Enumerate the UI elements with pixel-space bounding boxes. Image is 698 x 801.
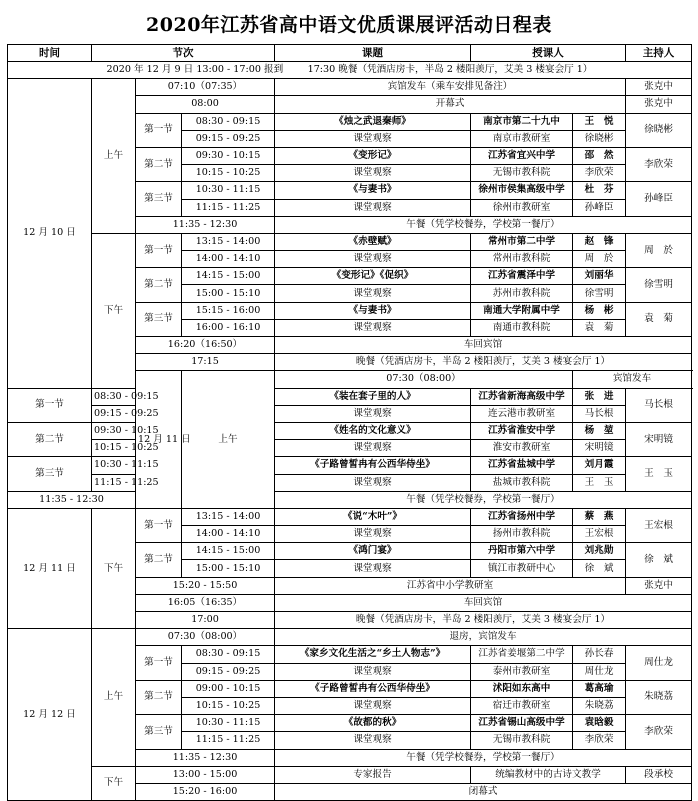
- half-pm: 下午: [92, 233, 136, 388]
- institution-cell: 镇江市教研中心: [471, 560, 573, 577]
- time-cell: 09:15 - 09:25: [92, 405, 136, 422]
- host-cell: 李欣荣: [626, 715, 692, 749]
- observation-cell: 课堂观察: [275, 251, 471, 268]
- observer-cell: 李欣荣: [573, 732, 626, 749]
- teacher-cell: 赵 锋: [573, 233, 626, 250]
- school-cell: 江苏省新海高级中学: [471, 388, 573, 405]
- time-cell: 11:35 - 12:30: [8, 491, 136, 508]
- session-label: 第三节: [136, 715, 182, 749]
- host-cell: 段承校: [626, 766, 692, 783]
- observer-cell: 王宏根: [573, 526, 626, 543]
- session-label: 第二节: [136, 680, 182, 714]
- institution-cell: 苏州市教科院: [471, 285, 573, 302]
- time-cell: 15:15 - 16:00: [182, 302, 275, 319]
- day-dec11-am: 12 月 11 日: [136, 371, 182, 509]
- observer-cell: 朱晓荔: [573, 697, 626, 714]
- lesson-title: 《烛之武退秦师》: [275, 113, 471, 130]
- observer-cell: 徐 斌: [573, 560, 626, 577]
- teacher-cell: 杜 芬: [573, 182, 626, 199]
- observation-cell: 课堂观察: [275, 130, 471, 147]
- col-teacher: 授课人: [471, 45, 626, 62]
- time-cell: 15:20 - 15:50: [136, 577, 275, 594]
- observation-cell: 课堂观察: [275, 560, 471, 577]
- lesson-title: 《与妻书》: [275, 182, 471, 199]
- time-cell: 13:15 - 14:00: [182, 233, 275, 250]
- institution-cell: 徐州市教研室: [471, 199, 573, 216]
- school-cell: 江苏省锡山高级中学: [471, 715, 573, 732]
- day-dec11-pm: 12 月 11 日: [8, 508, 92, 628]
- school-cell: 丹阳市第六中学: [471, 543, 573, 560]
- school-cell: 南京市第二十九中: [471, 113, 573, 130]
- time-cell: 11:35 - 12:30: [136, 216, 275, 233]
- event-cell: 车回宾馆: [275, 594, 692, 611]
- time-cell: 07:10（07:35）: [136, 79, 275, 96]
- session-label: 第二节: [136, 268, 182, 302]
- lesson-title: 《子路曾皙冉有公西华侍坐》: [275, 680, 471, 697]
- institution-cell: 宿迁市教研室: [471, 697, 573, 714]
- lesson-title: 《赤壁赋》: [275, 233, 471, 250]
- time-cell: 17:00: [136, 612, 275, 629]
- session-label: 第二节: [136, 543, 182, 577]
- host-cell: 徐晓彬: [626, 113, 692, 147]
- institution-cell: 南通市教科院: [471, 319, 573, 336]
- host-cell: 周仕龙: [626, 646, 692, 680]
- school-cell: 江苏省盐城中学: [471, 457, 573, 474]
- observer-cell: 周 於: [573, 251, 626, 268]
- observation-cell: 课堂观察: [275, 319, 471, 336]
- time-cell: 17:15: [136, 354, 275, 371]
- half-pm: 下午: [92, 766, 136, 800]
- time-cell: 16:00 - 16:10: [182, 319, 275, 336]
- observation-cell: 课堂观察: [275, 663, 471, 680]
- host-cell: 周 於: [626, 233, 692, 267]
- host-cell: 张克中: [626, 96, 692, 113]
- observation-cell: 课堂观察: [275, 732, 471, 749]
- host-cell: 朱晓荔: [626, 680, 692, 714]
- event-cell: 开幕式: [275, 96, 626, 113]
- observer-cell: 马长根: [573, 405, 626, 422]
- observer-cell: 周仕龙: [573, 663, 626, 680]
- page-title: 2020年江苏省高中语文优质课展评活动日程表: [146, 14, 552, 36]
- time-cell: 14:15 - 15:00: [182, 268, 275, 285]
- time-cell: 14:15 - 15:00: [182, 543, 275, 560]
- header-row: [8, 45, 692, 62]
- observer-cell: 徐晓彬: [573, 130, 626, 147]
- observer-cell: 宋明镜: [573, 440, 626, 457]
- session-label: 第一节: [8, 388, 92, 422]
- time-cell: 13:00 - 15:00: [136, 766, 275, 783]
- time-cell: 16:05（16:35）: [136, 594, 275, 611]
- host-cell: 马长根: [626, 388, 692, 422]
- lesson-title: 《家乡文化生活之“乡土人物志”》: [275, 646, 471, 663]
- time-cell: 07:30（08:00）: [136, 629, 275, 646]
- school-cell: 徐州市侯集高级中学: [471, 182, 573, 199]
- observation-cell: 课堂观察: [275, 165, 471, 182]
- event-cell: 午餐（凭学校餐券，学校第一餐厅）: [275, 491, 692, 508]
- half-am: 上午: [92, 629, 136, 767]
- school-cell: 江苏省姜堰第二中学: [471, 646, 573, 663]
- observation-cell: 课堂观察: [275, 285, 471, 302]
- lesson-title: 《变形记》: [275, 147, 471, 164]
- institution-cell: 常州市教科院: [471, 251, 573, 268]
- session-label: 第一节: [136, 508, 182, 542]
- host-cell: 王宏根: [626, 508, 692, 542]
- event-cell: 退房，宾馆发车: [275, 629, 692, 646]
- teacher-cell: 刘丽华: [573, 268, 626, 285]
- observer-cell: 王 玉: [573, 474, 626, 491]
- session-label: 第二节: [8, 422, 92, 456]
- session-label: 第一节: [136, 646, 182, 680]
- day-dec12: 12 月 12 日: [8, 629, 92, 801]
- observer-cell: 徐雪明: [573, 285, 626, 302]
- school-cell: 江苏省宜兴中学: [471, 147, 573, 164]
- institution-cell: 无锡市教科院: [471, 165, 573, 182]
- session-label: 第三节: [136, 182, 182, 216]
- time-cell: 11:35 - 12:30: [136, 749, 275, 766]
- time-cell: 09:00 - 10:15: [182, 680, 275, 697]
- school-cell: 江苏省震泽中学: [471, 268, 573, 285]
- time-cell: 10:15 - 10:25: [182, 697, 275, 714]
- observer-cell: 孙峰臣: [573, 199, 626, 216]
- schedule-table: [7, 44, 692, 801]
- observation-cell: 课堂观察: [275, 697, 471, 714]
- teacher-cell: 孙长春: [573, 646, 626, 663]
- time-cell: 09:30 - 10:15: [92, 422, 136, 439]
- institution-cell: 泰州市教研室: [471, 663, 573, 680]
- event-cell: 宾馆发车: [573, 371, 692, 388]
- session-label: 第三节: [136, 302, 182, 336]
- lesson-title: 《与妻书》: [275, 302, 471, 319]
- teacher-cell: 刘月霞: [573, 457, 626, 474]
- time-cell: 10:15 - 10:25: [92, 440, 136, 457]
- lesson-title: 《说“木叶”》: [275, 508, 471, 525]
- teacher-cell: 蔡 燕: [573, 508, 626, 525]
- teacher-cell: 邵 然: [573, 147, 626, 164]
- col-topic: 课题: [275, 45, 471, 62]
- time-cell: 15:20 - 16:00: [136, 783, 275, 800]
- half-am: 上午: [182, 371, 275, 509]
- time-cell: 10:30 - 11:15: [92, 457, 136, 474]
- session-label: 第一节: [136, 233, 182, 267]
- observer-cell: 袁 菊: [573, 319, 626, 336]
- event-cell: 晚餐（凭酒店房卡，半岛 2 楼阳羡厅，艾美 3 楼宴会厅 1）: [275, 354, 692, 371]
- event-cell: 午餐（凭学校餐券，学校第一餐厅）: [275, 216, 692, 233]
- teacher-cell: 葛高瑜: [573, 680, 626, 697]
- time-cell: 09:15 - 09:25: [182, 663, 275, 680]
- half-pm: 下午: [92, 508, 136, 628]
- host-cell: 袁 菊: [626, 302, 692, 336]
- col-time: 时间: [8, 45, 92, 62]
- school-cell: 常州市第二中学: [471, 233, 573, 250]
- session-label: 第三节: [8, 457, 92, 491]
- host-cell: 宋明镜: [626, 422, 692, 456]
- school-cell: 南通大学附属中学: [471, 302, 573, 319]
- report-topic: 统编教材中的古诗文教学: [471, 766, 626, 783]
- time-cell: 10:30 - 11:15: [182, 715, 275, 732]
- time-cell: 11:15 - 11:25: [92, 474, 136, 491]
- teacher-cell: 刘兆勋: [573, 543, 626, 560]
- time-cell: 07:30（08:00）: [275, 371, 573, 388]
- time-cell: 08:30 - 09:15: [182, 646, 275, 663]
- col-session: 节次: [92, 45, 275, 62]
- institution-cell: 盐城市教科院: [471, 474, 573, 491]
- time-cell: 14:00 - 14:10: [182, 526, 275, 543]
- half-am: 上午: [92, 79, 136, 234]
- school-cell: 江苏省扬州中学: [471, 508, 573, 525]
- time-cell: 14:00 - 14:10: [182, 251, 275, 268]
- institution-cell: 淮安市教研室: [471, 440, 573, 457]
- host-cell: 张克中: [626, 577, 692, 594]
- time-cell: 11:15 - 11:25: [182, 732, 275, 749]
- teacher-cell: 袁晗毅: [573, 715, 626, 732]
- time-cell: 15:00 - 15:10: [182, 560, 275, 577]
- event-cell: 专家报告: [275, 766, 471, 783]
- host-cell: 王 玉: [626, 457, 692, 491]
- host-cell: 李欣荣: [626, 147, 692, 181]
- observer-cell: 李欣荣: [573, 165, 626, 182]
- observation-cell: 课堂观察: [275, 474, 471, 491]
- observation-cell: 课堂观察: [275, 526, 471, 543]
- host-cell: 孙峰臣: [626, 182, 692, 216]
- event-cell: 午餐（凭学校餐券，学校第一餐厅）: [275, 749, 692, 766]
- lesson-title: 《鸿门宴》: [275, 543, 471, 560]
- event-cell: 宾馆发车（乘车安排见备注）: [275, 79, 626, 96]
- host-cell: 徐雪明: [626, 268, 692, 302]
- time-cell: 08:00: [136, 96, 275, 113]
- time-cell: 08:30 - 09:15: [92, 388, 136, 405]
- lesson-title: 《变形记》《促织》: [275, 268, 471, 285]
- school-cell: 江苏省淮安中学: [471, 422, 573, 439]
- lesson-title: 《故都的秋》: [275, 715, 471, 732]
- lesson-title: 《子路曾皙冉有公西华侍坐》: [275, 457, 471, 474]
- institution-cell: 扬州市教科院: [471, 526, 573, 543]
- host-cell: 张克中: [626, 79, 692, 96]
- teacher-cell: 杨 彬: [573, 302, 626, 319]
- teacher-cell: 王 悦: [573, 113, 626, 130]
- teacher-cell: 杨 堃: [573, 422, 626, 439]
- institution-cell: 南京市教研室: [471, 130, 573, 147]
- col-host: 主持人: [626, 45, 692, 62]
- time-cell: 08:30 - 09:15: [182, 113, 275, 130]
- event-cell: 晚餐（凭酒店房卡，半岛 2 楼阳羡厅，艾美 3 楼宴会厅 1）: [275, 612, 692, 629]
- time-cell: 09:15 - 09:25: [182, 130, 275, 147]
- observation-cell: 课堂观察: [275, 199, 471, 216]
- session-label: 第二节: [136, 147, 182, 181]
- event-cell: 车回宾馆: [275, 337, 692, 354]
- registration-row: [8, 62, 692, 79]
- time-cell: 09:30 - 10:15: [182, 147, 275, 164]
- institution-cell: 无锡市教科院: [471, 732, 573, 749]
- host-cell: 徐 斌: [626, 543, 692, 577]
- event-cell: 江苏省中小学教研室: [275, 577, 626, 594]
- registration-text: 2020 年 12 月 9 日 13:00 - 17:00 报到 17:30 晚餐（凭酒店房卡，半岛 2 楼阳羡厅，艾美 3 楼宴会厅 1）: [8, 62, 692, 79]
- school-cell: 沭阳如东高中: [471, 680, 573, 697]
- observation-cell: 课堂观察: [275, 405, 471, 422]
- time-cell: 13:15 - 14:00: [182, 508, 275, 525]
- session-label: 第一节: [136, 113, 182, 147]
- day-dec10: 12 月 10 日: [8, 79, 92, 388]
- time-cell: 11:15 - 11:25: [182, 199, 275, 216]
- teacher-cell: 张 进: [573, 388, 626, 405]
- event-cell: 闭幕式: [275, 783, 692, 800]
- observation-cell: 课堂观察: [275, 440, 471, 457]
- time-cell: 16:20（16:50）: [136, 337, 275, 354]
- time-cell: 15:00 - 15:10: [182, 285, 275, 302]
- institution-cell: 连云港市教研室: [471, 405, 573, 422]
- lesson-title: 《装在套子里的人》: [275, 388, 471, 405]
- time-cell: 10:30 - 11:15: [182, 182, 275, 199]
- time-cell: 10:15 - 10:25: [182, 165, 275, 182]
- lesson-title: 《姓名的文化意义》: [275, 422, 471, 439]
